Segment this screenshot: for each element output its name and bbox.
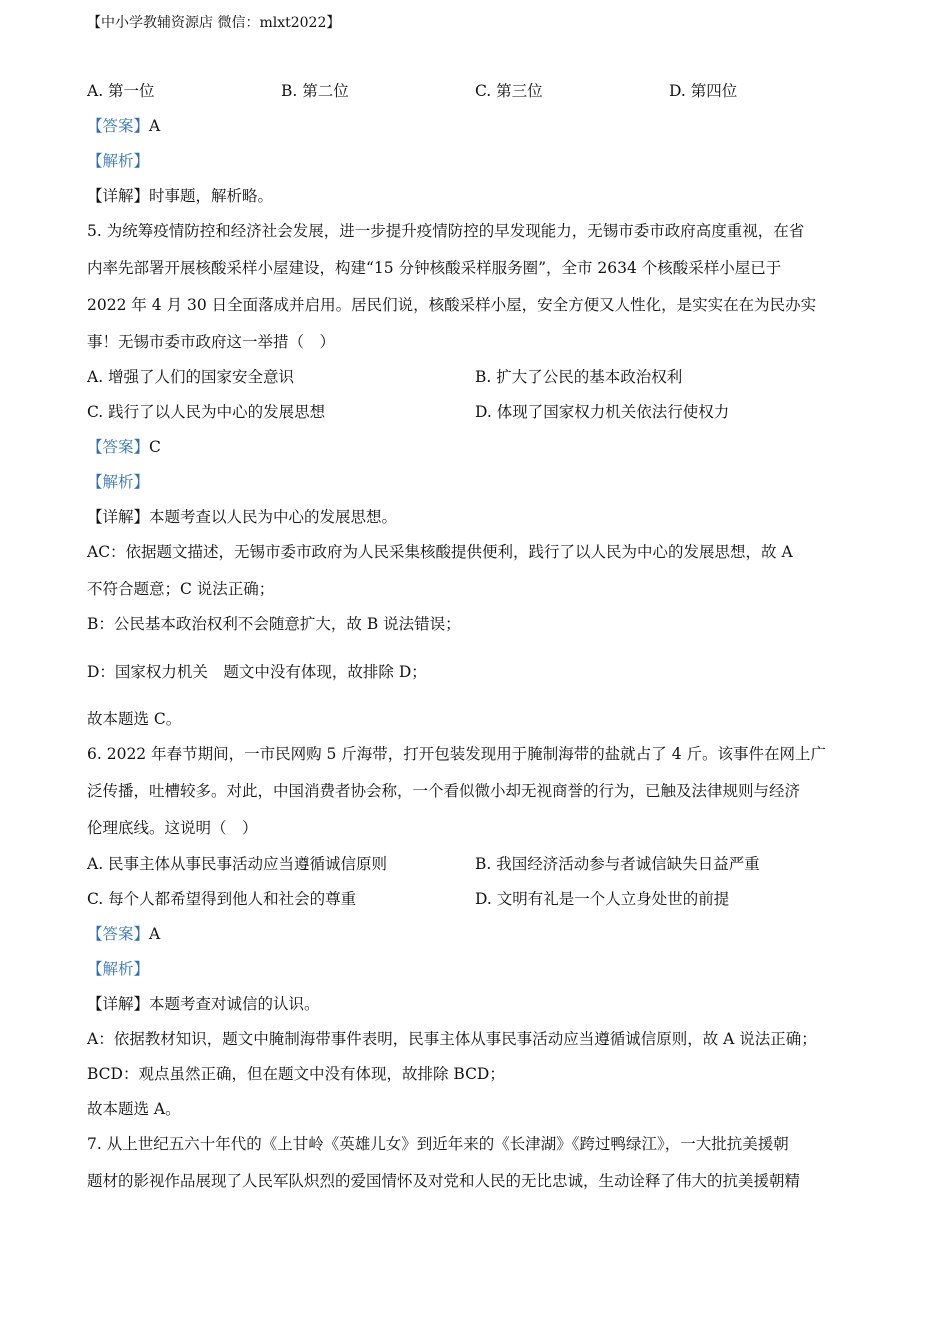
answer-tag: 【答案】 xyxy=(87,925,150,943)
q5-option-b: B. 扩大了公民的基本政治权利 xyxy=(475,368,683,386)
q5-stem-line: 5. 为统筹疫情防控和经济社会发展，进一步提升疫情防控的早发现能力，无锡市委市政府高度重视，在省 xyxy=(87,222,805,240)
detail-text: 本题考查对诚信的认识。 xyxy=(149,995,320,1013)
page-header: 【中小学教辅资源店 微信：mlxt2022】 xyxy=(87,15,341,31)
q6-explain-line: BCD：观点虽然正确，但在题文中没有体现，故排除 BCD； xyxy=(87,1065,505,1083)
q5-answer xyxy=(87,437,161,457)
q5-stem-line: 事！无锡市委市政府这一举措（ ） xyxy=(87,333,336,351)
q5-analysis-tag: 【解析】 xyxy=(87,473,150,491)
q4-option-c: C. 第三位 xyxy=(475,82,543,100)
q4-detail xyxy=(87,186,273,206)
q5-stem-line: 内率先部署开展核酸采样小屋建设，构建“15 分钟核酸采样服务圈”，全市 2634 个核酸采样小屋已于 xyxy=(87,259,782,277)
detail-tag: 【详解】 xyxy=(87,995,150,1013)
q4-option-b: B. 第二位 xyxy=(281,82,349,100)
detail-text: 时事题，解析略。 xyxy=(149,187,274,205)
q4-option-d: D. 第四位 xyxy=(669,82,738,100)
q7-stem-line: 7. 从上世纪五六十年代的《上甘岭《英雄儿女》到近年来的《长津湖》《跨过鸭绿江》，一大批抗美援朝 xyxy=(87,1135,789,1153)
q5-option-c: C. 践行了以人民为中心的发展思想 xyxy=(87,403,326,421)
q5-option-a: A. 增强了人们的国家安全意识 xyxy=(87,368,295,386)
answer-value: A xyxy=(149,925,161,943)
q5-stem-line: 2022 年 4 月 30 日全面落成并启用。居民们说，核酸采样小屋，安全方便又人性化，是实实在在为民办实 xyxy=(87,296,817,314)
q6-option-d: D. 文明有礼是一个人立身处世的前提 xyxy=(475,890,730,908)
answer-tag: 【答案】 xyxy=(87,117,150,135)
q5-explain-line: B：公民基本政治权利不会随意扩大，故 B 说法错误； xyxy=(87,615,461,633)
q7-stem-line: 题材的影视作品展现了人民军队炽烈的爱国情怀及对党和人民的无比忠诚，生动诠释了伟大的抗美援朝精 xyxy=(87,1172,801,1190)
q6-stem-line: 伦理底线。这说明（ ） xyxy=(87,819,258,837)
q4-option-a: A. 第一位 xyxy=(87,82,155,100)
q5-detail xyxy=(87,507,397,527)
detail-tag: 【详解】 xyxy=(87,187,150,205)
q6-answer xyxy=(87,924,160,944)
q5-explain-line: 不符合题意；C 说法正确； xyxy=(87,580,275,598)
q6-explain-line: A：依据教材知识，题文中腌制海带事件表明，民事主体从事民事活动应当遵循诚信原则，故 A 说法正确； xyxy=(87,1030,817,1048)
q6-stem-line: 泛传播，吐槽较多。对此，中国消费者协会称，一个看似微小却无视商誉的行为，已触及法律规则与经济 xyxy=(87,782,801,800)
detail-text: 本题考查以人民为中心的发展思想。 xyxy=(149,508,398,526)
answer-tag: 【答案】 xyxy=(87,438,150,456)
q6-stem-line: 6. 2022 年春节期间，一市民网购 5 斤海带，打开包装发现用于腌制海带的盐就占了 4 斤。该事件在网上广 xyxy=(87,745,827,763)
q6-detail xyxy=(87,994,320,1014)
q6-option-b: B. 我国经济活动参与者诚信缺失日益严重 xyxy=(475,855,760,873)
q5-explain-line: AC：依据题文描述，无锡市委市政府为人民采集核酸提供便利，践行了以人民为中心的发展思想，故 A xyxy=(87,543,793,561)
q4-answer xyxy=(87,116,160,136)
q6-option-a: A. 民事主体从事民事活动应当遵循诚信原则 xyxy=(87,855,388,873)
q6-analysis-tag: 【解析】 xyxy=(87,960,150,978)
q5-explain-line: D：国家权力机关 题文中没有体现，故排除 D； xyxy=(87,663,427,681)
q5-conclusion: 故本题选 C。 xyxy=(87,710,182,728)
q6-conclusion: 故本题选 A。 xyxy=(87,1100,181,1118)
answer-value: C xyxy=(149,438,161,456)
answer-value: A xyxy=(149,117,161,135)
q5-option-d: D. 体现了国家权力机关依法行使权力 xyxy=(475,403,730,421)
q6-option-c: C. 每个人都希望得到他人和社会的尊重 xyxy=(87,890,357,908)
q4-analysis-tag: 【解析】 xyxy=(87,152,150,170)
detail-tag: 【详解】 xyxy=(87,508,150,526)
